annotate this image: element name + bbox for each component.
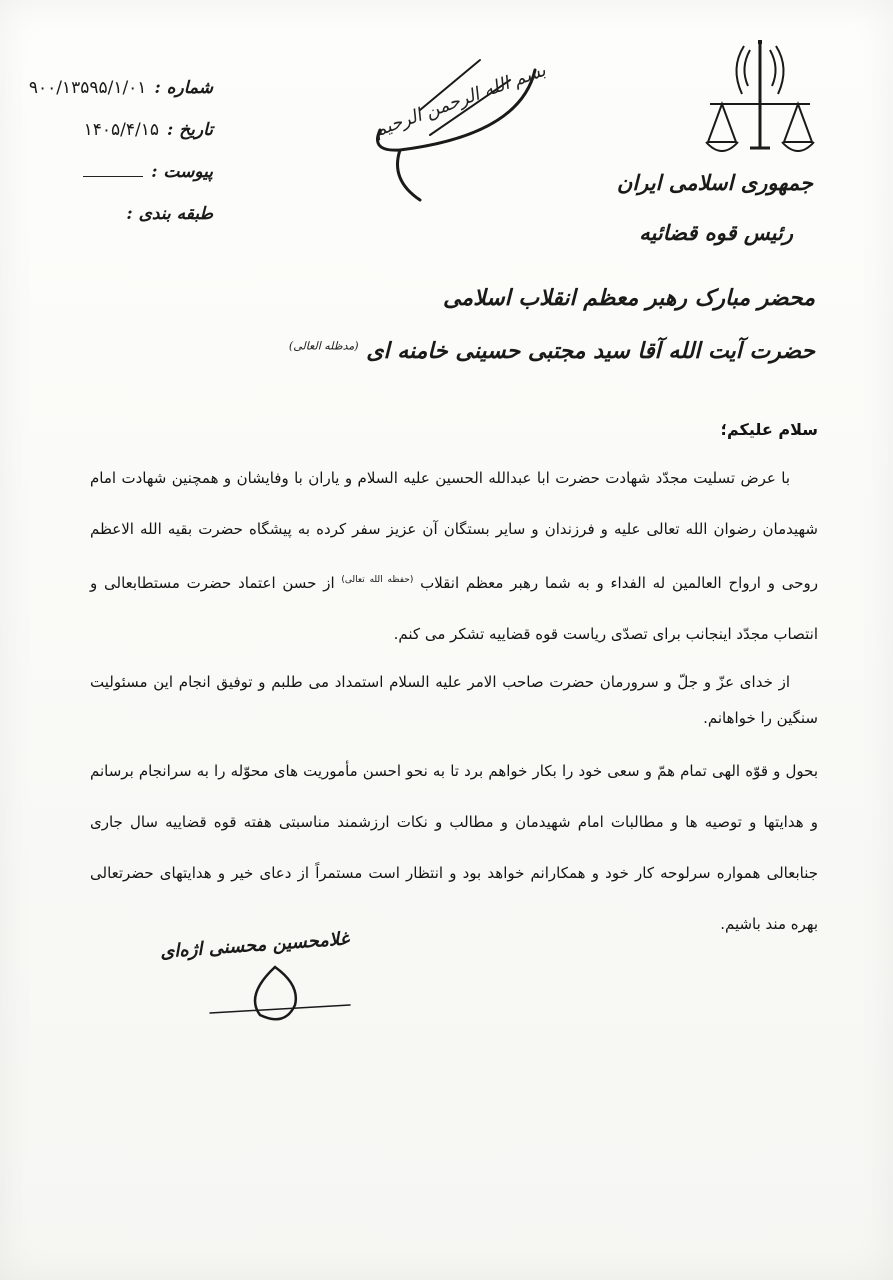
meta-attachment	[18, 162, 213, 204]
addressee-line-1: محضر مبارک رهبر معظم انقلاب اسلامی	[442, 285, 815, 311]
signature-name: غلامحسین محسنی اژه‌ای	[159, 928, 350, 963]
signature-flourish-icon	[205, 955, 365, 1025]
addressee-line-2	[289, 338, 815, 364]
addressee-name: حضرت آیت الله آقا سید مجتبی حسینی خامنه ای	[366, 338, 815, 364]
addressee-honorific: (مدظله العالی)	[288, 339, 359, 353]
paragraph-2: از خدای عزّ و جلّ و سرورمان حضرت صاحب الامر علیه السلام استمداد می طلبم و توفیق انجام این مسئولیت سنگین را خواهانم.	[90, 673, 818, 727]
date-value: ۱۴۰۵/۴/۱۵	[83, 120, 159, 140]
bismillah-text: بسم الله الرحمن الرحیم	[371, 59, 549, 142]
header-office: رئیس قوه قضائیه	[639, 220, 793, 245]
meta-classification	[18, 204, 213, 246]
iran-emblem-icon	[700, 38, 820, 168]
salutation: سلام علیکم؛	[720, 420, 818, 439]
signature	[159, 928, 365, 1025]
paragraph-1	[90, 453, 818, 660]
paragraph-1-honorific: (حفظه الله تعالی)	[341, 575, 414, 585]
paragraph-1-part-a: با عرض تسلیت مجدّد شهادت حضرت ابا عبدالله الحسین علیه السلام و یاران با وفایشان و همچنین شهادت امام شهیدمان رضوان الله تعالی علیه و فرزندان و سایر بستگان آن عزیز سفر کرده به پیشگاه حضرت بقیه الله الاعظم روحی و ارواح العالمین له الفداء و به شما رهبر معظم انقلاب	[90, 469, 818, 592]
attachment-dash	[83, 176, 143, 177]
attachment-label: پیوست :	[151, 162, 213, 182]
classification-label: طبقه بندی :	[126, 204, 213, 224]
meta-date	[18, 120, 213, 162]
paragraph-1-part-b: از حسن اعتماد حضرت مستطابعالی و انتصاب مجدّد اینجانب برای تصدّی ریاست قوه قضاییه تشکر می کنم.	[90, 574, 818, 643]
number-value: ۹۰۰/۱۳۵۹۵/۱/۰۱	[28, 78, 147, 98]
letter-body	[90, 420, 818, 950]
header-country: جمهوری اسلامی ایران	[616, 170, 813, 195]
bismillah-calligraphy	[360, 40, 560, 210]
paragraph-3: بحول و قوّه الهی تمام همّ و سعی خود را بکار خواهم برد تا به نحو احسن مأموریت های محوّله را به سرانجام برسانم و هدایتها و توصیه ها و مطالبات امام شهیدمان و مطالب و نکات ارزشمند مناسبتی هفته قوه قضاییه سال جاری جنابعالی همواره سرلوحه کار خود و همکارانم خواهد بود و انتظار است مستمراً از دعای خیر و هدایتهای حضرتعالی بهره مند باشیم.	[90, 762, 818, 933]
meta-number	[18, 78, 213, 120]
number-label: شماره :	[154, 78, 213, 98]
date-label: تاریخ :	[166, 120, 213, 140]
letter-meta	[18, 78, 213, 246]
